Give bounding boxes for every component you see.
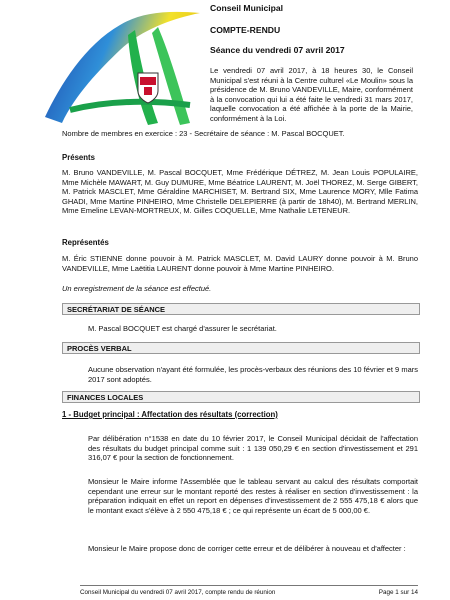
item1-paragraph-3: Monsieur le Maire propose donc de corriger cette erreur et de délibérer à nouveau et d'affecter : (88, 544, 406, 553)
page-footer (80, 585, 418, 596)
section-pv-header: PROCÈS VERBAL (62, 342, 420, 354)
item1-title: 1 - Budget principal : Affectation des résultats (correction) (62, 410, 278, 419)
section-secretariat-header: SECRÉTARIAT DE SÉANCE (62, 303, 420, 315)
represented-title: Représentés (62, 238, 109, 247)
presents-title: Présents (62, 153, 95, 162)
secretariat-text: M. Pascal BOCQUET est chargé d'assurer le secrétariat. (88, 324, 277, 333)
intro-paragraph: Le vendredi 07 avril 2017, à 18 heures 30, le Conseil Municipal s'est réuni à la Centre culturel «Le Moulin» sous la présidence de M. Bruno VANDEVILLE, Maire, conformément à la convocation qui lui a été faite le vendredi 31 mars 2017, laquelle convocation a été affichée à la porte de la Mairie, conformément à la Loi. (210, 66, 413, 123)
footer-left: Conseil Municipal du vendredi 07 avril 2017, compte rendu de réunion (80, 589, 276, 596)
pv-text: Aucune observation n'ayant été formulée, les procès-verbaux des réunions des 10 février et 9 mars 2017 sont adoptés. (88, 365, 418, 384)
item1-paragraph-2: Monsieur le Maire informe l'Assemblée que le tableau servant au calcul des résultats comportait cependant une erreur sur le montant reporté des restes à réaliser en section d'investissement : la préparation indiquait en effet un report en dépenses d'investissement de 2 555 475,18 € alors que le montant exact s'élève à 2 550 475,18 € ; ce qui représente un écart de 5 000,00 €. (88, 477, 418, 515)
doc-type: COMPTE-RENDU (210, 25, 281, 35)
presents-list: M. Bruno VANDEVILLE, M. Pascal BOCQUET, Mme Frédérique DÉTREZ, M. Jean Louis POPULAIRE, Mme Michèle MAWART, M. Guy DUMURE, Mme Béatrice LAURENT, M. Joël THOREZ, M. Serge GIBERT, M. Patrick MASCLET, Mme Géraldine MARCHISET, M. Bertrand SIX, Mme Laurence MORY, Mlle Fatima GHADI, Mme Martine PINHEIRO, Mme Christelle DELEPIERRE (à partir de 18h40), M. Bertrand MERLIN, Mme Emeline LEVAN-MORTREUX, M. Gilles COQUELLE, Mme Nathalie LETENEUR. (62, 168, 418, 216)
represented-list: M. Éric STIENNE donne pouvoir à M. Patrick MASCLET, M. David LAURY donne pouvoir à M. Bruno VANDEVILLE, Mme Laëtitia LAURENT donne pouvoir à Mme Martine PINHEIRO. (62, 254, 418, 273)
session-title: Séance du vendredi 07 avril 2017 (210, 45, 345, 55)
members-line: Nombre de membres en exercice : 23 - Secrétaire de séance : M. Pascal BOCQUET. (62, 129, 345, 138)
item1-paragraph-1: Par délibération n°1538 en date du 10 février 2017, le Conseil Municipal décidait de l'affectation des résultats du budget principal comme suit : 1 139 050,29 € en section d'investissement et 291 316,07 € pour la section de fonctionnement. (88, 434, 418, 463)
page-number: Page 1 sur 14 (378, 589, 418, 596)
recording-note: Un enregistrement de la séance est effectué. (62, 284, 212, 293)
org-name: Conseil Municipal (210, 3, 284, 13)
section-finances-header: FINANCES LOCALES (62, 391, 420, 403)
municipal-logo (40, 5, 205, 130)
